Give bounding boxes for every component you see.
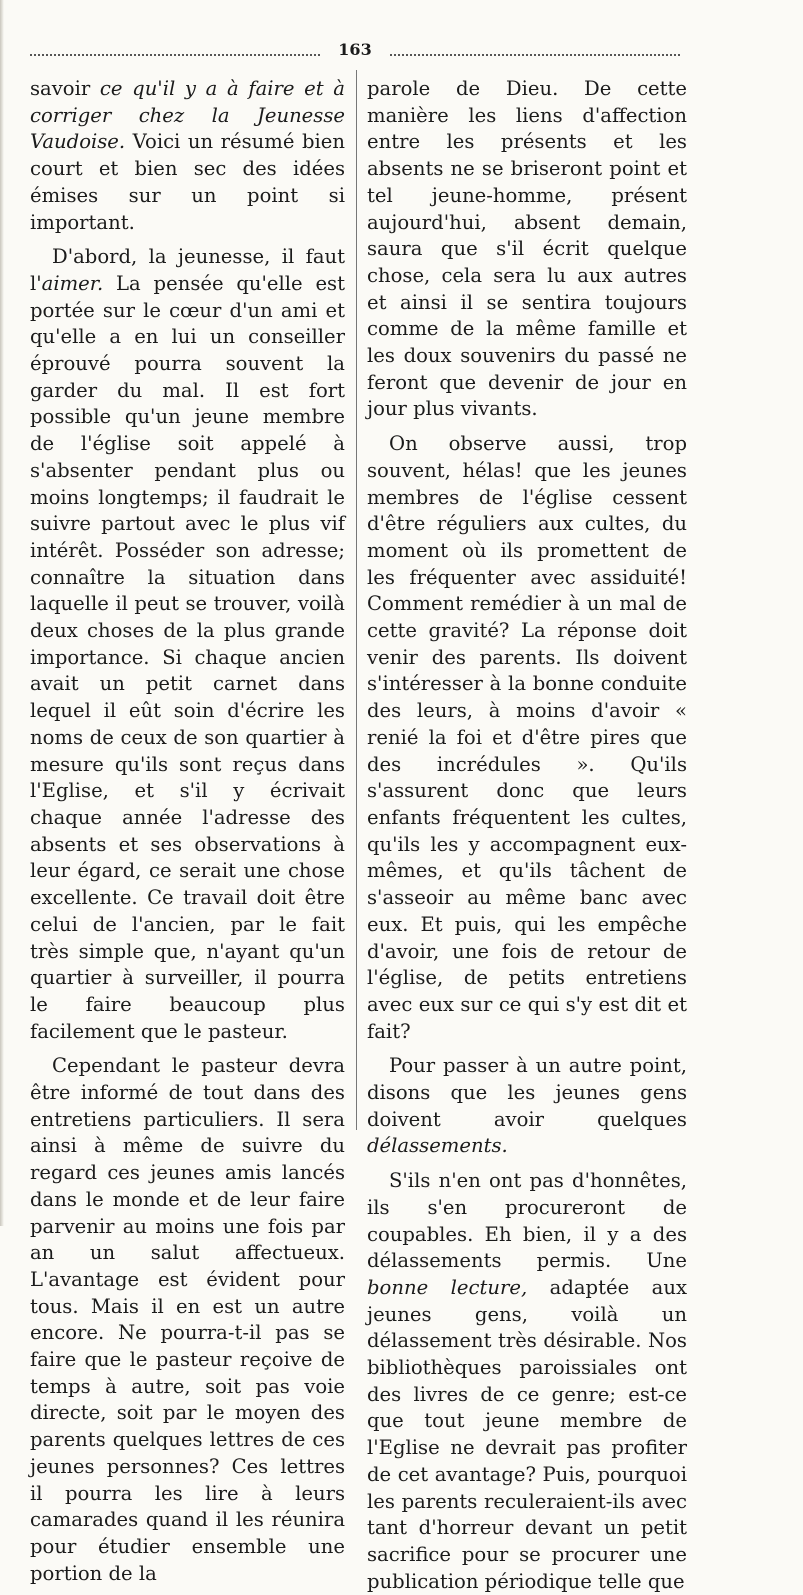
text-run: La pensée qu'elle est portée sur le cœur d'un ami et qu'elle a en lui un conseiller éprouvé pourra souvent la garder du mal. Il est fort possible qu'un jeune membre de l'église soit appelé à s'absenter pendant plus ou moins longtemps; il faudrait le suivre partout avec le plus vif intérêt. Posséder son adresse; connaître la situation dans laquelle il peut se trouver, voilà deux choses de la plus grande importance. Si chaque ancien avait un petit carnet dans lequel il eût soin d'écrire les noms de ceux de son quartier à mesure qu'ils sont reçus dans l'Eglise, et s'il y écrivait chaque année l'adresse des absents et ses observations à leur égard, ce serait une chose excellente. Ce travail doit être celui de l'ancien, par le fait très simple que, n'ayant qu'un quartier à surveiller, il pourra le faire beaucoup plus facilement que le pasteur. — [30, 271, 345, 1043]
header-rule-right — [390, 54, 680, 56]
page-edge-shadow — [0, 0, 4, 1226]
right-column — [367, 76, 687, 1595]
paragraph — [367, 1168, 687, 1595]
paragraph: parole de Dieu. De cette manière les liens d'affection entre les présents et les absents ne se briseront point et tel jeune-homme, présent aujourd'hui, absent demain, saura que s'il écrit quelque chose, cela sera lu aux autres et ainsi il se sentira toujours comme de la même famille et les doux souvenirs du passé ne feront que devenir de jour en jour plus vivants. — [367, 77, 687, 421]
text-run: adaptée aux jeunes gens, voilà un délassement très désirable. Nos bibliothèques paroissiales ont des livres de ce genre; est-ce que tout jeune membre de l'Eglise ne devrait pas profiter de cet avantage? Puis, pourquoi les parents reculeraient-ils avec tant d'horreur devant un petit sacrifice pour se procurer une publication périodique telle que — [367, 1275, 687, 1593]
text-run: savoir — [30, 77, 100, 100]
page-header — [30, 40, 680, 64]
italic-text: bonne lecture, — [367, 1275, 528, 1299]
page-number: 163 — [338, 40, 372, 59]
text-run: D'abord, la jeunesse, il faut l' — [30, 245, 345, 295]
italic-text: aimer. — [41, 271, 104, 295]
italic-text: délassements. — [367, 1134, 508, 1158]
paragraph: On observe aussi, trop souvent, hélas! que les jeunes membres de l'église cessent d'être réguliers aux cultes, du moment où ils promettent de les fréquenter avec assiduité! Comment remédier à un mal de cette gravité? La réponse doit venir des parents. Ils doivent s'intéresser à la bonne conduite des leurs, à moins d'avoir « renié la foi et d'être pires que des incrédules ». Qu'ils s'assurent donc que leurs enfants fréquentent les cultes, qu'ils les y accompagnent eux-mêmes, et qu'ils tâchent de s'asseoir au même banc avec eux. Et puis, qui les empêche d'avoir, une fois de retour de l'église, de petits entretiens avec eux sur ce qui s'y est dit et fait? — [367, 432, 687, 1043]
text-run: Pour passer à un autre point, disons que les jeunes gens doivent avoir quelques — [367, 1054, 687, 1131]
paragraph — [30, 76, 345, 236]
header-rule-left — [30, 54, 320, 56]
left-column — [30, 76, 345, 1587]
text-run: Voici un résumé bien court et bien sec des idées émises sur un point si important. — [30, 130, 345, 234]
paragraph — [30, 244, 345, 1045]
italic-text: ce qu'il y a à faire et à corriger chez la Jeunesse Vaudoise. — [30, 77, 345, 154]
column-divider — [356, 70, 357, 1130]
paragraph: Cependant le pasteur devra être informé de tout dans des entretiens particuliers. Il sera ainsi à même de suivre du regard ces jeunes amis lancés dans le monde et de leur faire parvenir au moins une fois par an un salut affectueux. L'avantage est évident pour tous. Mais il en est un autre encore. Ne pourra-t-il pas se faire que le pasteur reçoive de temps à autre, soit pas voie directe, soit par le moyen des parents quelques lettres de ces jeunes personnes? Ces lettres il pourra les lire à leurs camarades quand il les réunira pour étudier ensemble une portion de la — [30, 1054, 345, 1585]
paragraph — [367, 1053, 687, 1160]
text-run: S'ils n'en ont pas d'honnêtes, ils s'en procureront de coupables. Eh bien, il y a des délassements permis. Une — [367, 1169, 687, 1273]
